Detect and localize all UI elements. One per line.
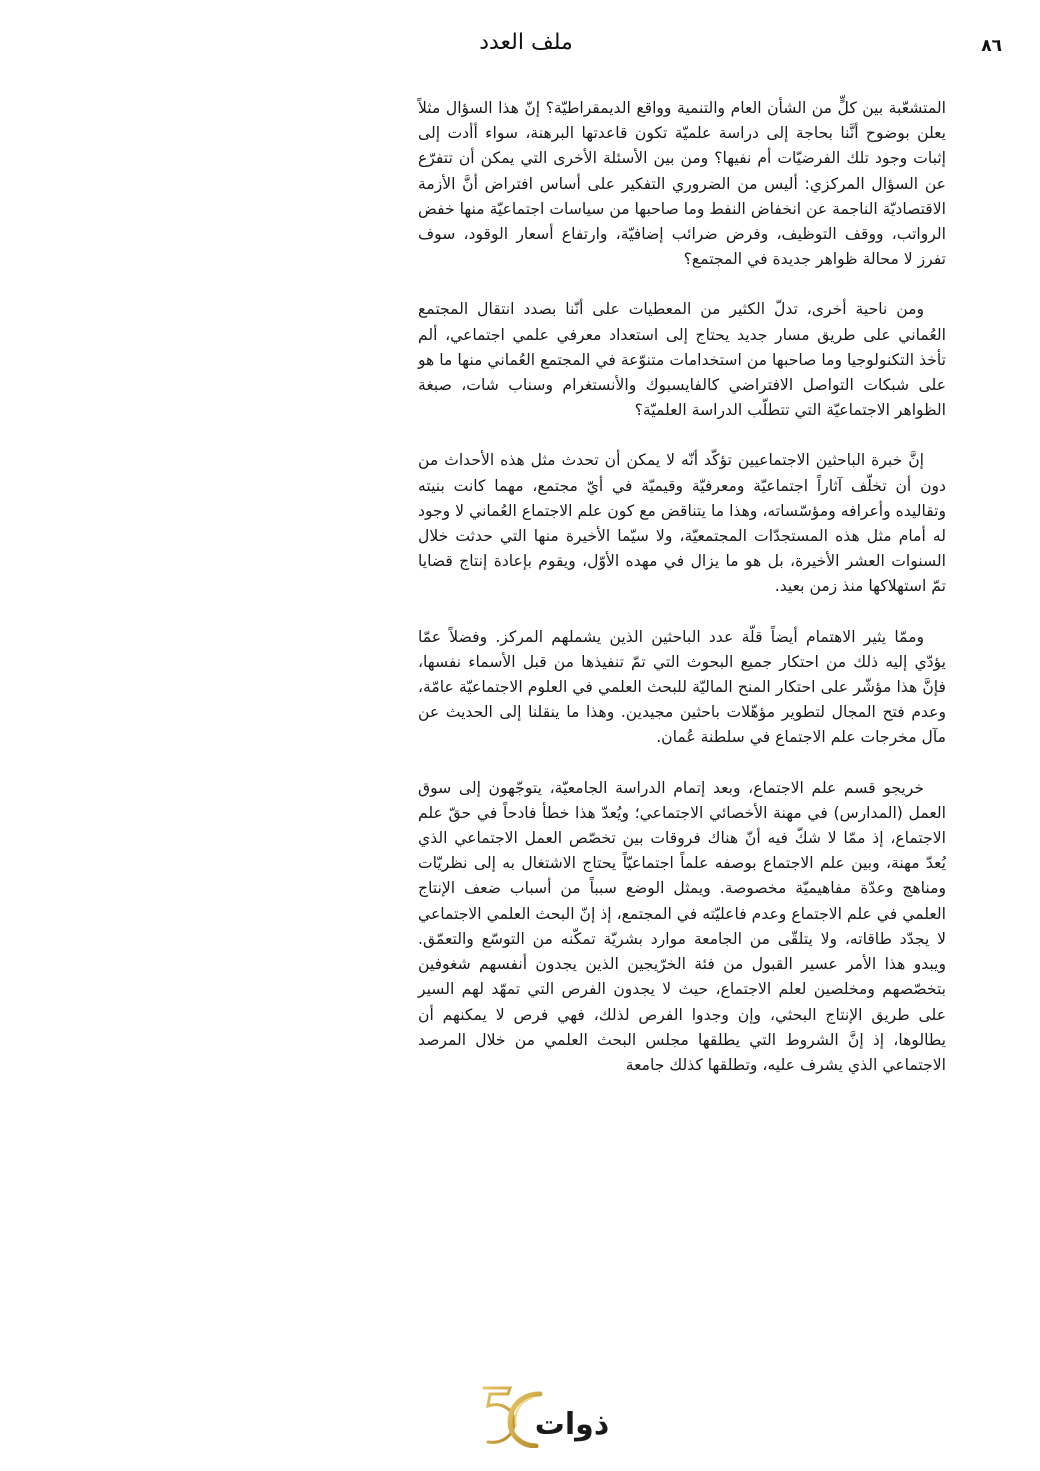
article-paragraph: وممّا يثير الاهتمام أيضاً قلّة عدد الباحثين الذين يشملهم المركز. وفضلاً عمّا يؤدّي إليه ذلك من احتكار جميع البحوث التي تمّ تنفيذها من قبل الأسماء نفسها، فإنَّ هذا مؤشّر على احتكار المنح الماليّة للبحث العلمي في العلوم الاجتماعيّة عامّة، وعدم فتح المجال لتطوير مؤهّلات باحثين مجيدين. وهذا ما ينقلنا إلى الحديث عن مآل مخرجات علم الاجتماع في سلطنة عُمان. xyxy=(418,627,946,747)
article-paragraph: خريجو قسم علم الاجتماع، وبعد إتمام الدراسة الجامعيّة، يتوجّهون إلى سوق العمل (المدارس) في مهنة الأخصائي الاجتماعي؛ ويُعدّ هذا خطأ فادحاً في حقّ علم الاجتماع، إذ ممّا لا شكّ فيه أنّ هناك فروقات بين تخصّص العمل الاجتماعي الذي يُعدّ مهنة، وبين علم الاجتماع بوصفه علماً اجتماعيّاً يحتاج الاشتغال به إلى نظريّات ومناهج وعدّة مفاهيميّة مخصوصة. ويمثل الوضع سبباً من أسباب ضعف الإنتاج العلمي في علم الاجتماع وعدم فاعليّته في المجتمع، إذ إنّ البحث العلمي الاجتماعي لا يجدّد طاقاته، ولا يتلقّى من الجامعة موارد بشريّة تمكّنه من التوسّع والتعمّق. ويبدو هذا الأمر عسير القبول من فئة الخرّيجين الذين يجدون أنفسهم شغوفين بتخصّصهم ومخلصين لعلم الاجتماع، حيث لا يجدون الفرص التي تمهّد لهم السير على طريق الإنتاج البحثي، وإن وجدوا الفرص لذلك، فهي فرص لا يمكنهم أن يطالوها، إذ إنَّ الشروط التي يطلقها مجلس البحث العلمي من خلال المرصد الاجتماعي الذي يشرف عليه، وتطلقها كذلك جامعة xyxy=(418,778,946,1074)
article-body xyxy=(418,96,946,1103)
article-paragraph: المتشعّبة بين كلٍّ من الشأن العام والتنمية وواقع الديمقراطيّة؟ إنّ هذا السؤال مثلاً يعلن بوضوح أنَّنا بحاجة إلى دراسة علميّة تكون قاعدتها البرهنة، سواء أأدت إلى إثبات وجود تلك الفرضيّات أم نفيها؟ ومن بين الأسئلة الأخرى التي يمكن أن تتفرّع عن السؤال المركزي: أليس من الضروري التفكير على أساس افتراض أنَّ الأزمة الاقتصاديّة الناجمة عن انخفاض النفط وما صاحبها من سياسات اجتماعيّة منها خفض الرواتب، ووقف التوظيف، وفرض ضرائب إضافيّة، وارتفاع أسعار الوقود، سوف تفرز لا محالة ظواهر جديدة في المجتمع؟ xyxy=(418,99,946,269)
logo-wordmark: ذوات xyxy=(534,1407,610,1442)
page-number: ٨٦ xyxy=(981,36,1002,56)
dhawat-50-logo-graphic xyxy=(470,1384,610,1448)
article-paragraph: إنَّ خبرة الباحثين الاجتماعيين تؤكّد أنّه لا يمكن أن تحدث مثل هذه الأحداث من دون أن تخلّف آثاراً اجتماعيّة ومعرفيّة وقيميّة في أيّ مجتمع، مهما كانت بنيته وتقاليده وأعرافه ومؤسّساته، وهذا ما يتناقض مع كون علم الاجتماع العُماني لا وجود له أمام مثل هذه المستجدّات المجتمعيّة، ولا سيّما الأخيرة منها التي حدثت خلال السنوات العشر الأخيرة، بل هو ما يزال في مهده الأوّل، ويقوم بإعادة إنتاج قضايا تمّ استهلاكها منذ زمن بعيد. xyxy=(418,451,946,596)
article-paragraph: ومن ناحية أخرى، تدلّ الكثير من المعطيات على أنّنا بصدد انتقال المجتمع العُماني على طريق مسار جديد يحتاج إلى استعداد معرفي علمي اجتماعي، ألم تأخذ التكنولوجيا وما صاحبها من استخدامات متنوّعة في المجتمع العُماني منها ما هو على شبكات التواصل الافتراضي كالفايسبوك والأنستغرام وسناب شات، صبغة الظواهر الاجتماعيّة التي تتطلّب الدراسة العلميّة؟ xyxy=(418,300,946,420)
section-title: ملف العدد xyxy=(479,30,573,55)
dhawat-50-logo xyxy=(470,1384,610,1448)
